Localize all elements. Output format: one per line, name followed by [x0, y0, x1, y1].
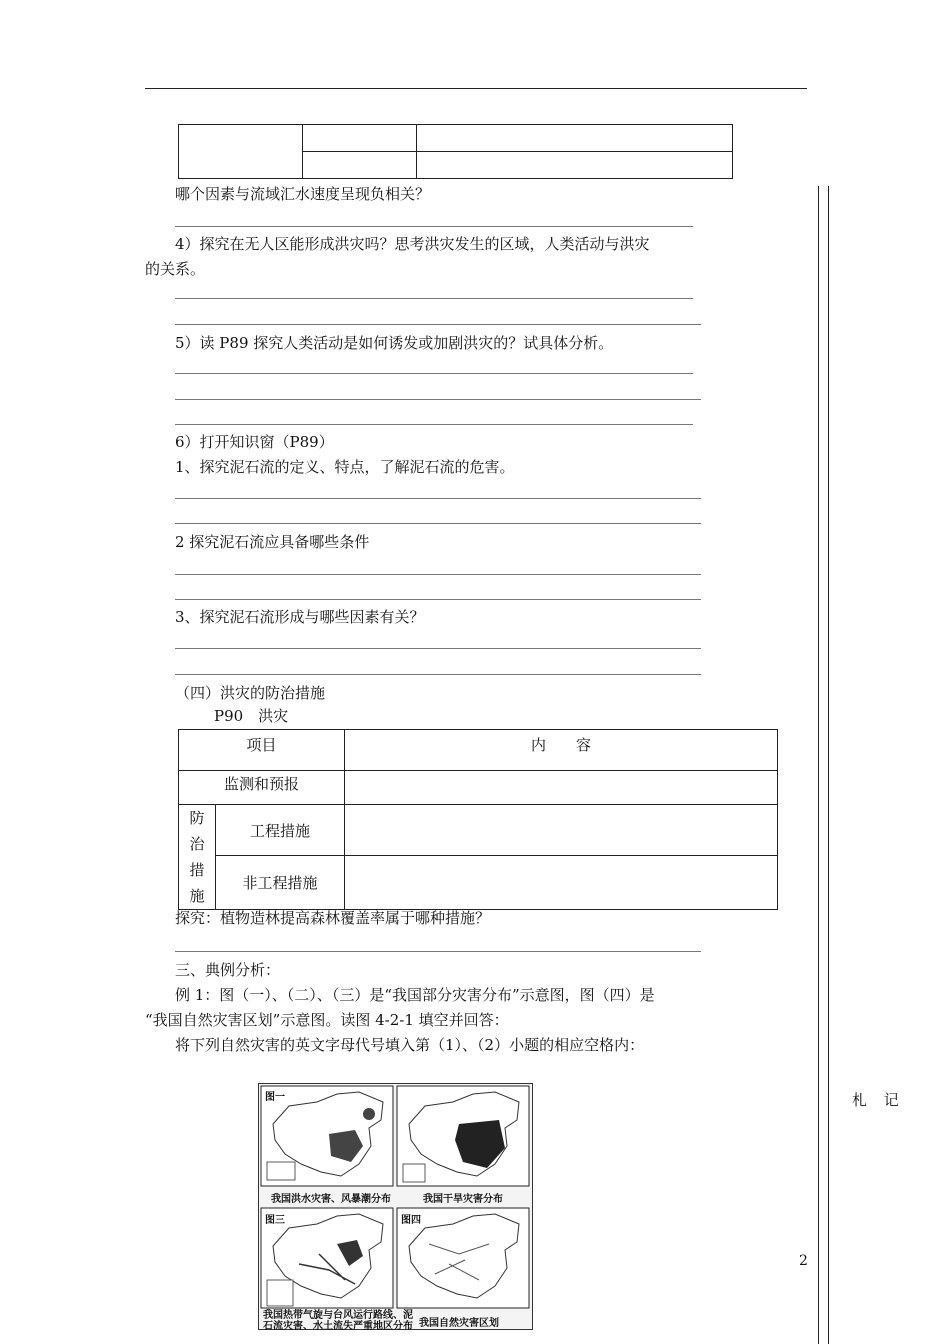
- answer-line[interactable]: [175, 674, 701, 675]
- margin-line-right: [828, 186, 829, 1344]
- row-monitoring-label: 监测和预报: [179, 771, 345, 805]
- table-header-item: 项目: [179, 730, 345, 771]
- section-3-heading: 三、典例分析：: [175, 961, 281, 979]
- disaster-maps-figure: [258, 1083, 533, 1330]
- answer-line[interactable]: [175, 599, 701, 600]
- section-4-heading: （四）洪灾的防治措施: [175, 684, 326, 702]
- table-cell: [179, 125, 303, 179]
- answer-line[interactable]: [175, 648, 701, 649]
- answer-line[interactable]: [175, 424, 693, 425]
- explore-question: 探究：植物造林提高森林覆盖率属于哪种措施？: [175, 909, 491, 927]
- answer-line[interactable]: [175, 574, 701, 575]
- question-6: 6）打开知识窗（P89）: [175, 433, 334, 451]
- group-char: 措: [189, 861, 205, 879]
- answer-line[interactable]: [175, 498, 701, 499]
- map-3-caption-line1: 我国热带气旋与台风运行路线、泥: [263, 1310, 413, 1321]
- margin-line-left: [818, 186, 819, 1344]
- map-3-caption-line2: 石流灾害、水土流失严重地区分布: [263, 1321, 413, 1332]
- question-3-tail: 哪个因素与流域汇水速度呈现负相关？: [175, 185, 431, 203]
- answer-line[interactable]: [175, 523, 701, 524]
- page-number: 2: [799, 1253, 808, 1269]
- factor-table-fragment: [178, 124, 733, 179]
- question-4-line2: 的关系。: [145, 260, 206, 278]
- map-3-label: 图三: [265, 1215, 285, 1226]
- example-1-line2: “我国自然灾害区划”示意图。读图 4-2-1 填空并回答：: [145, 1011, 509, 1029]
- question-4-line1: 4）探究在无人区能形成洪灾吗？思考洪灾发生的区域，人类活动与洪灾: [175, 235, 650, 253]
- answer-line[interactable]: [175, 399, 701, 400]
- group-char: 防: [189, 809, 205, 827]
- question-5: 5）读 P89 探究人类活动是如何诱发或加剧洪灾的？试具体分析。: [175, 334, 614, 352]
- example-1-line1: 例 1：图（一）、（二）、（三）是“我国部分灾害分布”示意图，图（四）是: [175, 986, 655, 1004]
- map-1-label: 图一: [265, 1092, 285, 1103]
- example-1-line3: 将下列自然灾害的英文字母代号填入第（1）、（2）小题的相应空格内：: [175, 1036, 645, 1054]
- prevention-group-cell: [179, 805, 216, 910]
- table-cell[interactable]: [417, 152, 733, 179]
- table-cell: [303, 125, 417, 152]
- group-char: 施: [189, 887, 205, 905]
- answer-line[interactable]: [175, 226, 693, 227]
- question-6-1: 1、探究泥石流的定义、特点，了解泥石流的危害。: [175, 458, 515, 476]
- maps-drawing: [259, 1084, 532, 1329]
- row-engineering-label: 工程措施: [216, 805, 345, 856]
- note-sidebar-label: 札 记: [852, 1091, 905, 1109]
- row-nonengineering-label: 非工程措施: [216, 856, 345, 910]
- map-2-caption: 我国干旱灾害分布: [423, 1194, 503, 1205]
- header-rule: [145, 88, 807, 89]
- answer-line[interactable]: [175, 373, 693, 374]
- question-6-2: 2 探究泥石流应具备哪些条件: [175, 533, 370, 551]
- flood-measures-table: [178, 729, 778, 910]
- group-char: 治: [189, 835, 205, 853]
- row-engineering-answer[interactable]: [345, 805, 778, 856]
- row-nonengineering-answer[interactable]: [345, 856, 778, 910]
- answer-line[interactable]: [175, 298, 693, 299]
- row-monitoring-answer[interactable]: [345, 771, 778, 805]
- answer-line[interactable]: [175, 324, 701, 325]
- map-1-caption: 我国洪水灾害、风暴潮分布: [271, 1194, 391, 1205]
- map-4-label: 图四: [401, 1215, 421, 1226]
- map-4-caption: 我国自然灾害区划: [419, 1318, 499, 1329]
- section-4-subheading: P90 洪灾: [214, 707, 289, 725]
- table-header-content: 内 容: [345, 730, 778, 771]
- answer-line[interactable]: [175, 951, 701, 952]
- question-6-3: 3、探究泥石流形成与哪些因素有关？: [175, 608, 425, 626]
- table-cell: [303, 152, 417, 179]
- table-cell[interactable]: [417, 125, 733, 152]
